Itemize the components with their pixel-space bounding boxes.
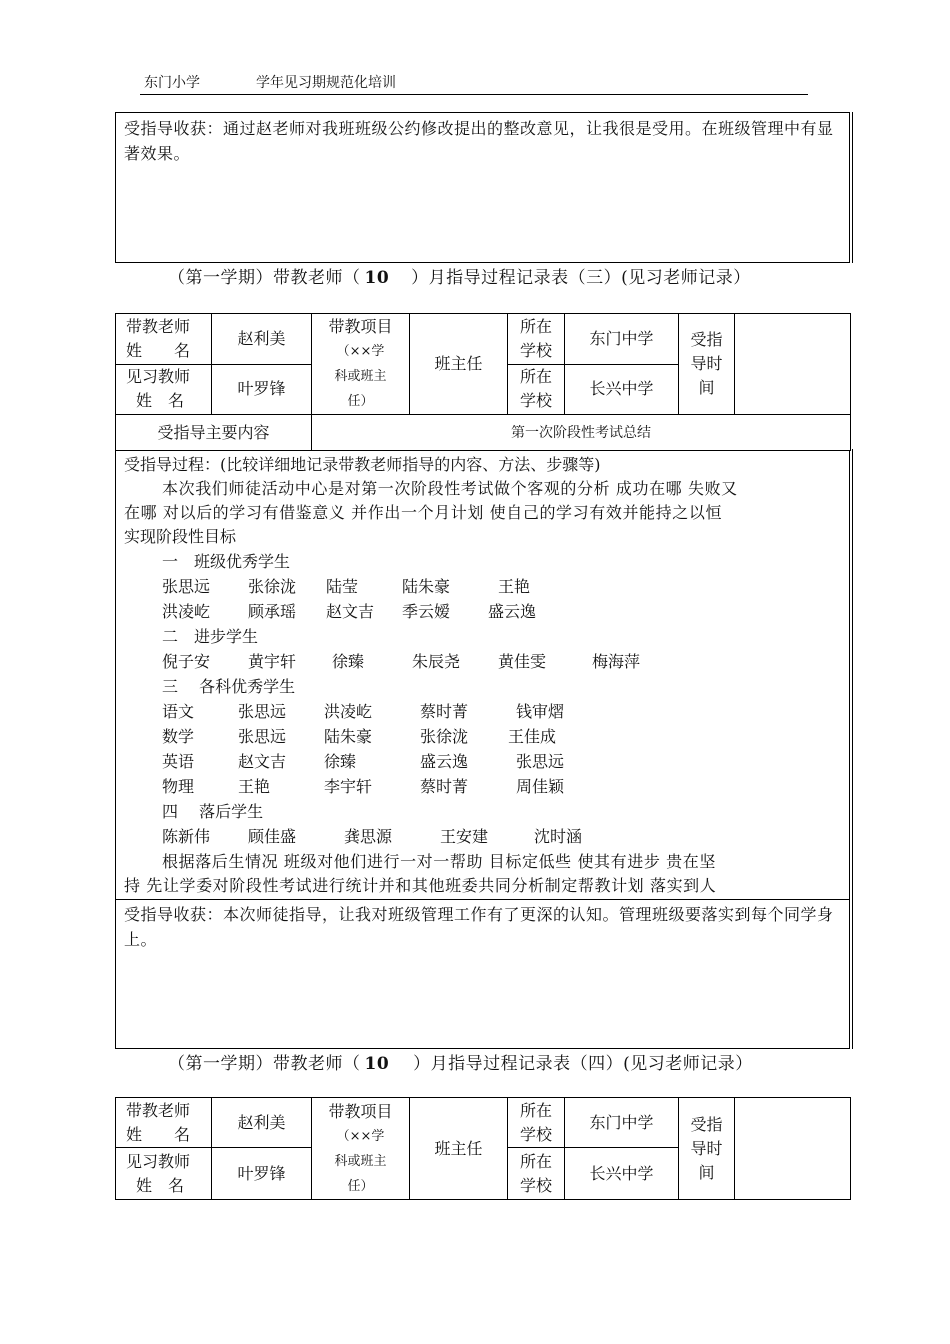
project-label: 带教项目 （××学 科或班主 任） bbox=[312, 314, 410, 415]
student-name: 盛云逸 bbox=[488, 602, 537, 621]
caption-3-month: 10 bbox=[364, 268, 390, 288]
guidance-time-label: 受指导时间 bbox=[679, 1098, 735, 1200]
process-intro-line-3: 实现阶段性目标 bbox=[124, 527, 237, 546]
process-heading: 受指导过程：(比较详细地记录带教老师指导的内容、方法、步骤等) bbox=[124, 455, 601, 474]
mentor-school: 东门中学 bbox=[565, 314, 679, 365]
student-name: 顾承瑶 bbox=[248, 602, 297, 621]
project-value: 班主任 bbox=[410, 314, 508, 415]
process-intro-line-2: 在哪 对以后的学习有借鉴意义 并作出一个月计划 使自己的学习有效并能持之以恒 bbox=[124, 503, 723, 522]
student-name: 钱审熠 bbox=[516, 702, 565, 721]
student-name: 季云嫒 bbox=[402, 602, 451, 621]
section-4-row-1 bbox=[162, 824, 782, 849]
student-name: 洪凌屹 bbox=[324, 702, 373, 721]
trainee-school: 长兴中学 bbox=[565, 1148, 679, 1200]
student-name: 陆朱豪 bbox=[324, 727, 373, 746]
student-name: 李宇轩 bbox=[324, 777, 373, 796]
top-gain-box bbox=[115, 112, 850, 263]
content-value: 第一次阶段性考试总结 bbox=[312, 415, 851, 451]
caption-3-prefix: （第一学期）带教老师（ bbox=[168, 268, 361, 288]
student-name: 赵文吉 bbox=[326, 602, 375, 621]
student-name: 朱辰尧 bbox=[412, 652, 461, 671]
student-name: 洪凌屹 bbox=[162, 602, 211, 621]
mentor-school: 东门中学 bbox=[565, 1098, 679, 1148]
section-1-row-1 bbox=[162, 574, 762, 599]
student-name: 陆朱豪 bbox=[402, 577, 451, 596]
trainee-school-label: 所在学校 bbox=[508, 364, 565, 415]
mentor-name: 赵利美 bbox=[212, 1098, 312, 1148]
trainee-name: 叶罗锋 bbox=[212, 1148, 312, 1200]
student-name: 蔡时菁 bbox=[420, 702, 469, 721]
subject-row-english bbox=[162, 749, 762, 774]
gain-text: 受指导收获：本次师徒指导，让我对班级管理工作有了更深的认知。管理班级要落实到每个同学身上。 bbox=[124, 905, 834, 949]
mentor-name-label: 带教老师 姓 名 bbox=[116, 1098, 212, 1148]
caption-4-suffix: ）月指导过程记录表（四）(见习老师记录） bbox=[413, 1054, 753, 1074]
student-name: 徐臻 bbox=[324, 752, 357, 771]
guidance-time-label: 受指导时间 bbox=[679, 314, 735, 415]
student-name: 蔡时菁 bbox=[420, 777, 469, 796]
caption-4-prefix: （第一学期）带教老师（ bbox=[168, 1054, 361, 1074]
subject-name: 语文 bbox=[162, 702, 195, 721]
student-name: 徐臻 bbox=[332, 652, 365, 671]
subject-row-physics bbox=[162, 774, 762, 799]
process-box bbox=[115, 450, 850, 900]
mentor-name-label: 带教老师 姓 名 bbox=[116, 314, 212, 365]
trainee-name-label: 见习教师 姓 名 bbox=[116, 364, 212, 415]
gain-box bbox=[115, 899, 850, 1049]
section-2-row-1 bbox=[162, 649, 782, 674]
table-caption-4 bbox=[168, 1049, 753, 1074]
top-gain-text: 受指导收获：通过赵老师对我班班级公约修改提出的整改意见，让我很是受用。在班级管理中有显著效果。 bbox=[124, 119, 834, 163]
student-name: 王安建 bbox=[440, 827, 489, 846]
student-name: 顾佳盛 bbox=[248, 827, 297, 846]
subject-name: 英语 bbox=[162, 752, 195, 771]
section-4-heading: 四 落后学生 bbox=[162, 802, 264, 821]
process-intro-line-1: 本次我们师徒活动中心是对第一次阶段性考试做个客观的分析 成功在哪 失败又 bbox=[162, 479, 738, 498]
section-3-heading: 三 各科优秀学生 bbox=[162, 677, 296, 696]
student-name: 黄宇轩 bbox=[248, 652, 297, 671]
caption-3-suffix: ）月指导过程记录表（三）(见习老师记录） bbox=[411, 268, 751, 288]
student-name: 盛云逸 bbox=[420, 752, 469, 771]
student-name: 张思远 bbox=[238, 702, 287, 721]
mentor-school-label: 所在学校 bbox=[508, 1098, 565, 1148]
student-name: 陈新伟 bbox=[162, 827, 211, 846]
student-name: 黄佳雯 bbox=[498, 652, 547, 671]
student-name: 梅海萍 bbox=[592, 652, 641, 671]
student-name: 王艳 bbox=[498, 577, 531, 596]
student-name: 张思远 bbox=[516, 752, 565, 771]
header-school: 东门小学 bbox=[144, 75, 200, 91]
trainee-school: 长兴中学 bbox=[565, 364, 679, 415]
student-name: 王艳 bbox=[238, 777, 271, 796]
subject-row-chinese bbox=[162, 699, 762, 724]
caption-4-month: 10 bbox=[364, 1054, 390, 1074]
student-name: 陆莹 bbox=[326, 577, 359, 596]
student-name: 王佳成 bbox=[508, 727, 557, 746]
student-name: 赵文吉 bbox=[238, 752, 287, 771]
mentor-name: 赵利美 bbox=[212, 314, 312, 365]
mentor-school-label: 所在学校 bbox=[508, 314, 565, 365]
page-header bbox=[140, 70, 808, 95]
info-table-3 bbox=[115, 313, 851, 451]
section-2-heading: 二 进步学生 bbox=[162, 627, 259, 646]
info-table-4 bbox=[115, 1097, 851, 1200]
section-1-row-2 bbox=[162, 599, 762, 624]
project-label: 带教项目 （××学 科或班主 任） bbox=[312, 1098, 410, 1200]
subject-name: 数学 bbox=[162, 727, 195, 746]
student-name: 倪子安 bbox=[162, 652, 211, 671]
subject-row-math bbox=[162, 724, 762, 749]
trainee-name: 叶罗锋 bbox=[212, 364, 312, 415]
section-1-heading: 一 班级优秀学生 bbox=[162, 552, 291, 571]
student-name: 张徐泷 bbox=[248, 577, 297, 596]
student-name: 龚思源 bbox=[344, 827, 393, 846]
student-name: 张思远 bbox=[162, 577, 211, 596]
student-name: 张思远 bbox=[238, 727, 287, 746]
trainee-name-label: 见习教师 姓 名 bbox=[116, 1148, 212, 1200]
process-closing-line-1: 根据落后生情况 班级对他们进行一对一帮助 目标定低些 使其有进步 贵在坚 bbox=[162, 852, 716, 871]
project-value: 班主任 bbox=[410, 1098, 508, 1200]
guidance-time-value bbox=[735, 1098, 851, 1200]
table-caption-3 bbox=[168, 263, 751, 288]
student-name: 周佳颖 bbox=[516, 777, 565, 796]
student-name: 沈时涵 bbox=[534, 827, 583, 846]
trainee-school-label: 所在学校 bbox=[508, 1148, 565, 1200]
student-name: 张徐泷 bbox=[420, 727, 469, 746]
header-title: 学年见习期规范化培训 bbox=[256, 75, 396, 91]
process-closing-line-2: 持 先让学委对阶段性考试进行统计并和其他班委共同分析制定帮教计划 落实到人 bbox=[124, 876, 717, 895]
guidance-time-value bbox=[735, 314, 851, 415]
content-label: 受指导主要内容 bbox=[116, 415, 312, 451]
subject-name: 物理 bbox=[162, 777, 195, 796]
